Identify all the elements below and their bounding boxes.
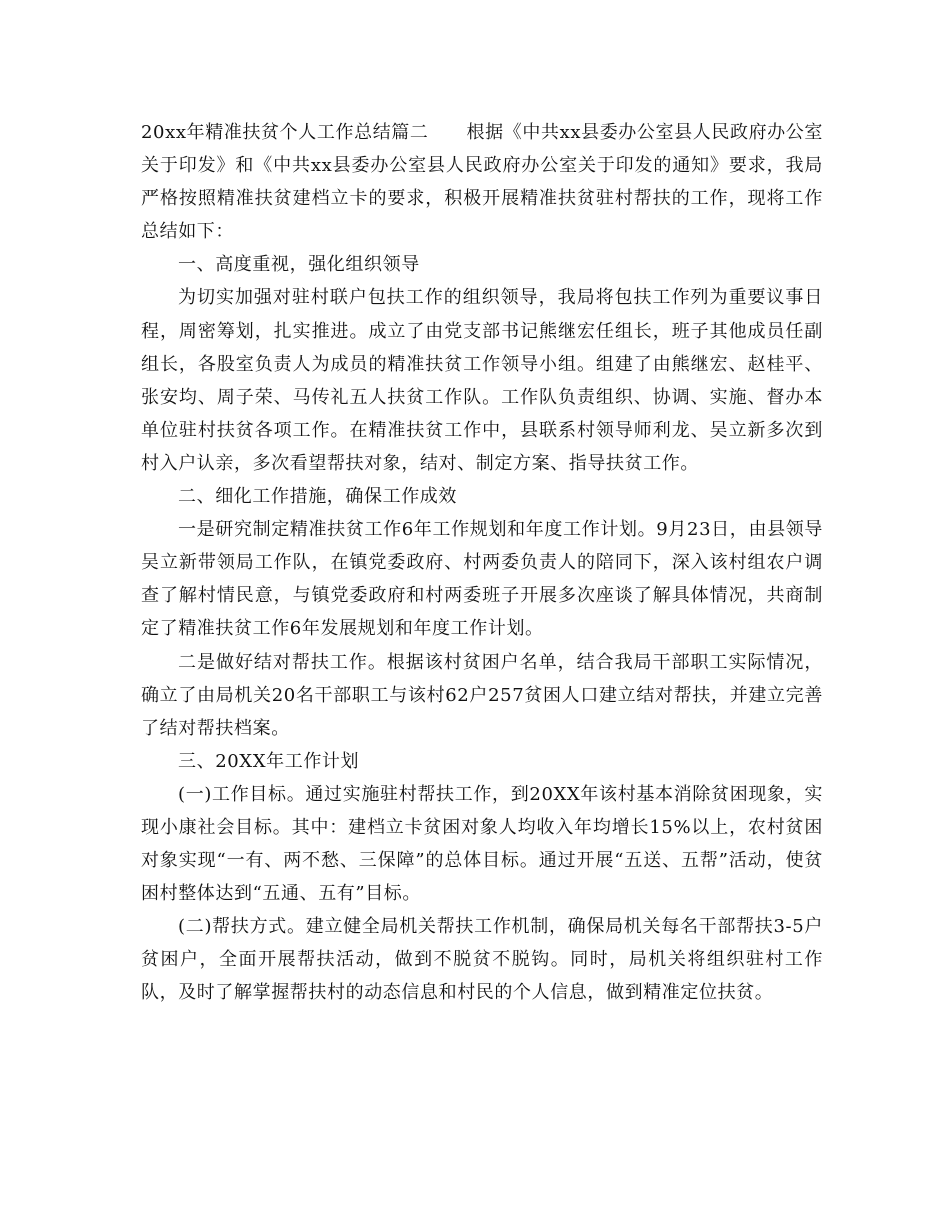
section-3-paragraph-1: (一)工作目标。通过实施驻村帮扶工作，到20XX年该村基本消除贫困现象，实现小康社会目标。其中：建档立卡贫困对象人均收入年均增长15%以上，农村贫困对象实现“一有、两不愁、三保障”的总体目标。通过开展“五送、五帮”活动，使贫困村整体达到“五通、五有”目标。 [141, 783, 823, 905]
section-heading-2: 二、细化工作措施，确保工作成效 [178, 486, 457, 508]
section-2-paragraph-1: 一是研究制定精准扶贫工作6年工作规划和年度工作计划。9月23日，由县领导吴立新带领局工作队，在镇党委政府、村两委负责人的陪同下，深入该村组农户调查了解村情民意，与镇党委政府和村两委班子开展多次座谈了解具体情况，共商制定了精准扶贫工作6年发展规划和年度工作计划。 [141, 519, 823, 640]
section-heading-3: 三、20XX年工作计划 [178, 750, 360, 772]
section-heading-1: 一、高度重视，强化组织领导 [178, 254, 420, 276]
intro-text: 根据《中共xx县委办公室县人民政府办公室关于印发》和《中共xx县委办公室县人民政府办公室关于印发的通知》要求，我局严格按照精准扶贫建档立卡的要求，积极开展精准扶贫驻村帮扶的工作，现将工作总结如下： [141, 122, 823, 243]
intro-paragraph [141, 116, 823, 248]
section-1-paragraph-1: 为切实加强对驻村联户包扶工作的组织领导，我局将包扶工作列为重要议事日程，周密筹划，扎实推进。成立了由党支部书记熊继宏任组长，班子其他成员任副组长，各股室负责人为成员的精准扶贫工作领导小组。组建了由熊继宏、赵桂平、张安均、周子荣、马传礼五人扶贫工作队。工作队负责组织、协调、实施、督办本单位驻村扶贫各项工作。在精准扶贫工作中，县联系村领导师利龙、吴立新多次到村入户认亲，多次看望帮扶对象，结对、制定方案、指导扶贫工作。 [141, 287, 823, 474]
section-3-paragraph-2: (二)帮扶方式。建立健全局机关帮扶工作机制，确保局机关每名干部帮扶3-5户贫困户，全面开展帮扶活动，做到不脱贫不脱钩。同时，局机关将组织驻村工作队，及时了解掌握帮扶村的动态信息和村民的个人信息，做到精准定位扶贫。 [141, 916, 823, 1004]
document-title: 20xx年精准扶贫个人工作总结篇二 [141, 122, 429, 143]
section-2-paragraph-2: 二是做好结对帮扶工作。根据该村贫困户名单，结合我局干部职工实际情况，确立了由局机关20名干部职工与该村62户257贫困人口建立结对帮扶，并建立完善了结对帮扶档案。 [141, 651, 823, 739]
document-page [141, 116, 823, 1010]
